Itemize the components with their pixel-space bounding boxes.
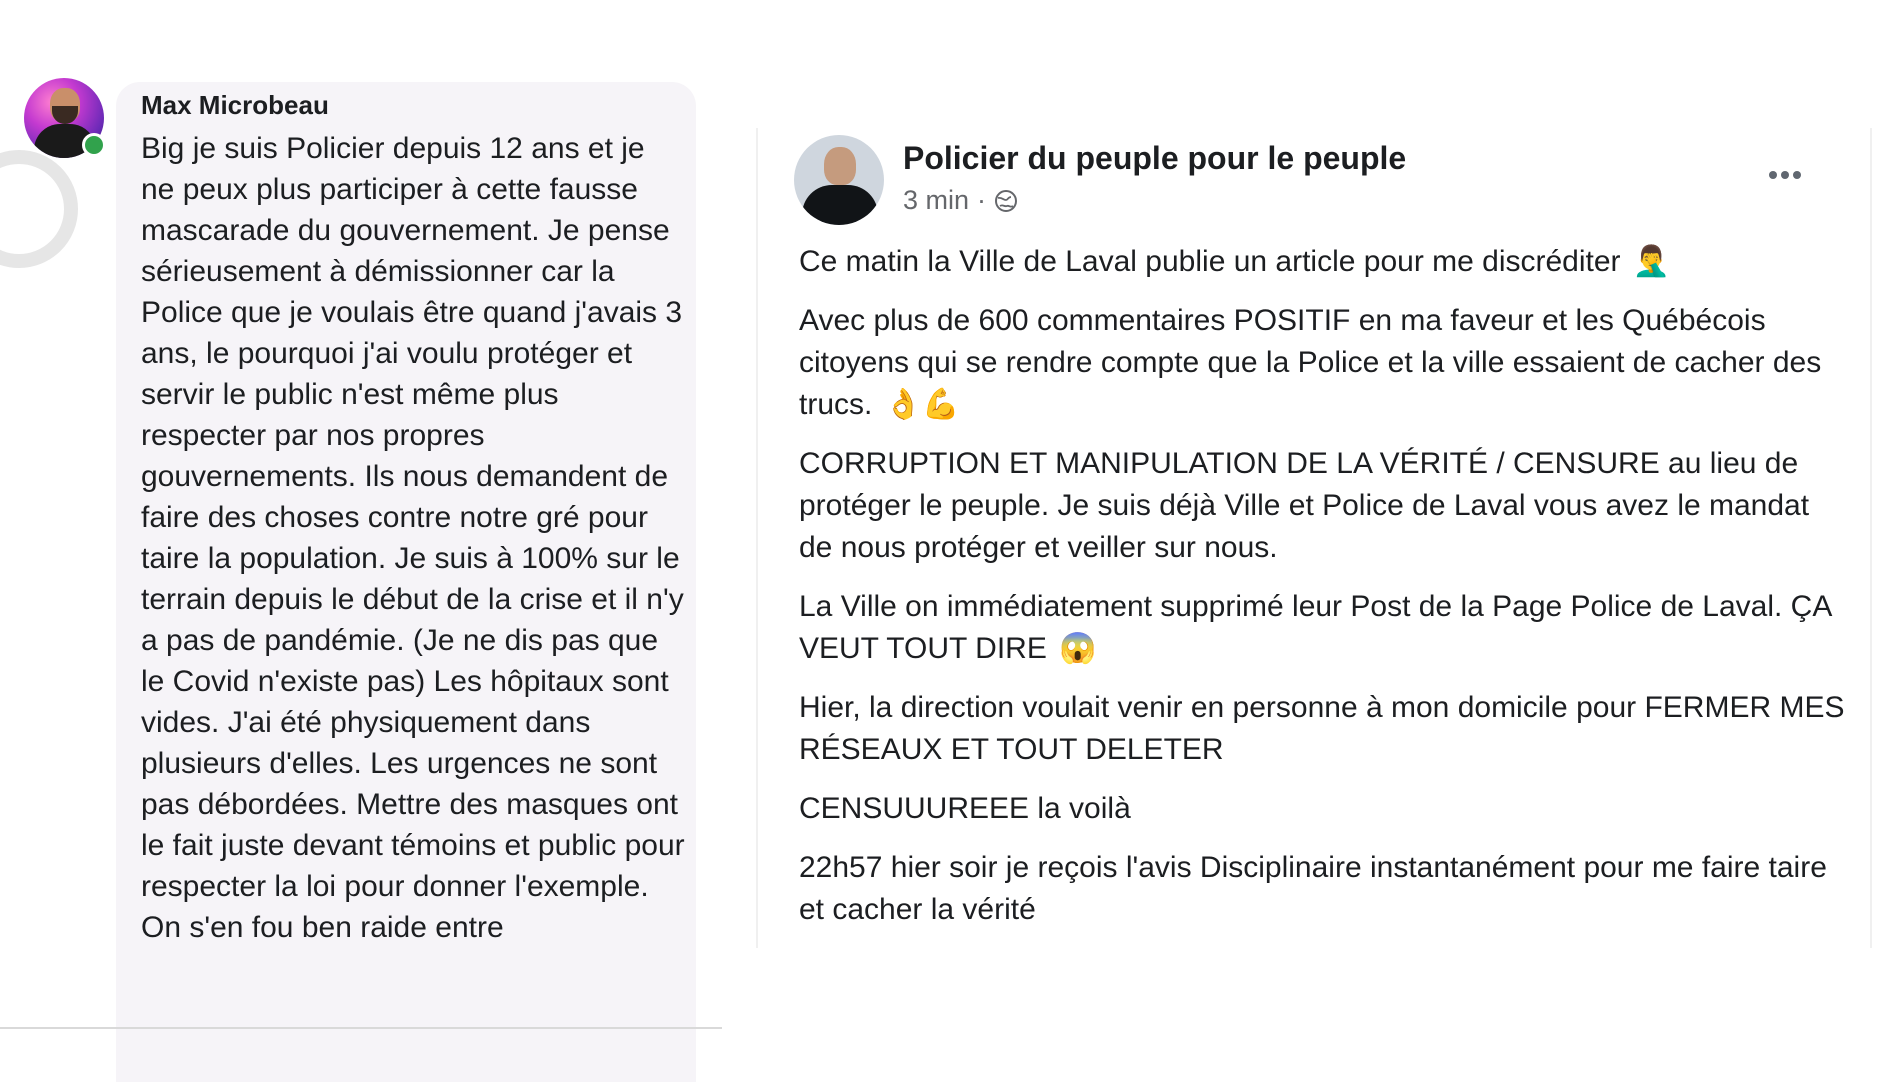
- post-paragraph: CENSUUUREEE la voilà: [799, 792, 1131, 825]
- comment-screenshot: [0, 0, 720, 1058]
- loading-spinner-icon: [0, 150, 78, 268]
- post-paragraph: Hier, la direction voulait venir en personne à mon domicile pour FERMER MES RÉSEAUX ET TOUT DELETER: [799, 691, 1845, 766]
- more-options-icon[interactable]: [1762, 160, 1808, 190]
- globe-icon[interactable]: [994, 189, 1018, 213]
- post-meta: [903, 185, 1018, 216]
- post-paragraph: La Ville on immédiatement supprimé leur Post de la Page Police de Laval. ÇA VEUT TOUT DIRE 😱: [799, 586, 1849, 670]
- post-paragraph: Avec plus de 600 commentaires POSITIF en ma faveur et les Québécois citoyens qui se rendre compte que la Police et la ville essaient de cacher des trucs. 👌💪: [799, 300, 1849, 426]
- post-body: [799, 241, 1849, 948]
- comment-author-name[interactable]: Max Microbeau: [141, 90, 329, 120]
- post-author-name[interactable]: Policier du peuple pour le peuple: [903, 140, 1407, 176]
- post-timestamp[interactable]: 3 min: [903, 185, 970, 215]
- divider: [0, 1027, 722, 1029]
- screaming-emoji-icon: 😱: [1059, 632, 1097, 665]
- post-paragraph: CORRUPTION ET MANIPULATION DE LA VÉRITÉ / CENSURE au lieu de protéger le peuple. Je suis déjà Ville et Police de Laval vous avez le mandat de nous protéger et veiller sur nous.: [799, 447, 1810, 564]
- meta-separator: ·: [977, 185, 987, 215]
- post-paragraph: Ce matin la Ville de Laval publie un article pour me discréditer 🤦‍♂️: [799, 241, 1849, 283]
- comment-text: Big je suis Policier depuis 12 ans et je ne peux plus participer à cette fausse mascarade du gouvernement. Je pense sérieusement à démissionner car la Police que je voulais être quand j'avais 3 ans, le pourquoi j'ai voulu protéger et servir le public n'est même plus respecter par nos propres gouvernements. Ils nous demandent de faire des choses contre notre gré pour taire la population. Je suis à 100% sur le terrain depuis le début de la crise et il n'y a pas de pandémie. (Je ne dis pas que le Covid n'existe pas) Les hôpitaux sont vides. J'ai été physiquement dans plusieurs d'elles. Les urgences ne sont pas débordées. Mettre des masques ont le fait juste devant témoins et public pour respecter la loi pour donner l'exemple. On s'en fou ben raide entre: [141, 132, 685, 944]
- post-paragraph: 22h57 hier soir je reçois l'avis Disciplinaire instantanément pour me faire taire et cacher la vérité: [799, 851, 1827, 926]
- page-avatar[interactable]: [794, 135, 884, 225]
- facepalm-emoji-icon: 🤦‍♂️: [1632, 245, 1671, 278]
- online-status-icon: [82, 133, 106, 157]
- ok-muscle-emoji-icon: 👌💪: [884, 388, 960, 421]
